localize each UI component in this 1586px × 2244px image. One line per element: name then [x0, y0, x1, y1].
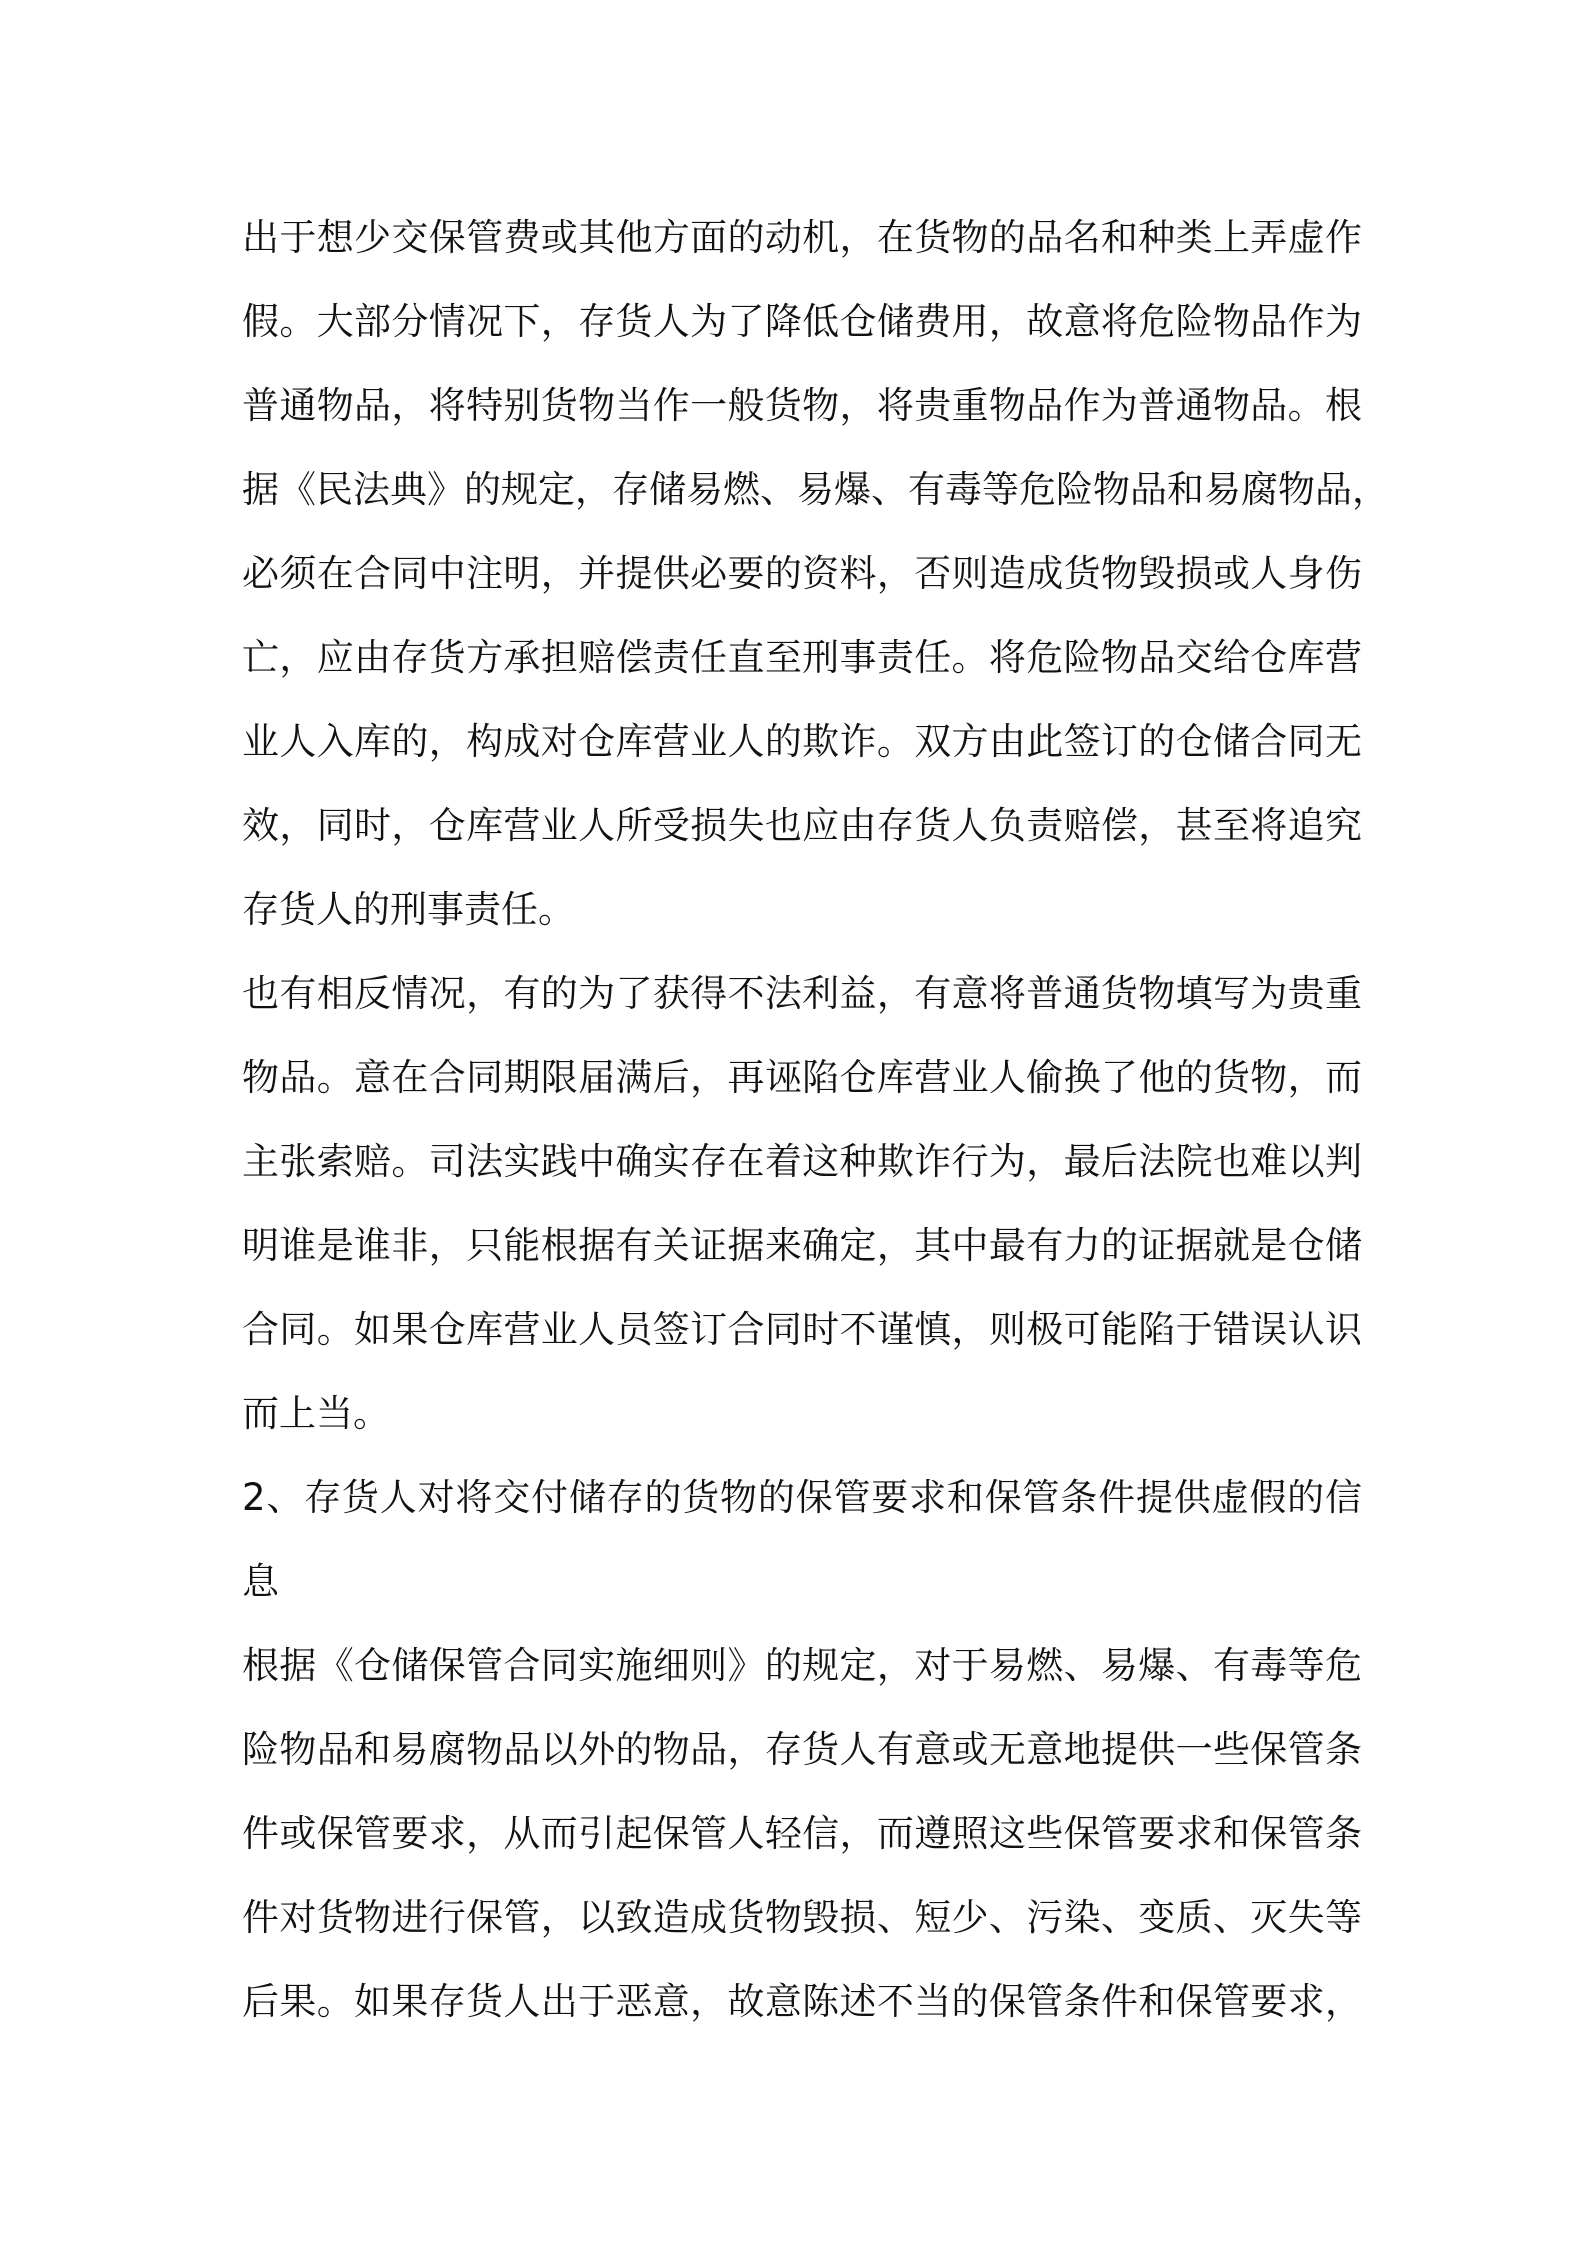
text-line: 据《民法典》的规定，存储易燃、易爆、有毒等危险物品和易腐物品， — [242, 468, 1389, 511]
text-line: 件对货物进行保管，以致造成货物毁损、短少、污染、变质、灭失等 — [242, 1896, 1362, 1939]
text-line: 普通物品，将特别货物当作一般货物，将贵重物品作为普通物品。根 — [242, 384, 1362, 427]
text-line: 明谁是谁非，只能根据有关证据来确定，其中最有力的证据就是仓储 — [242, 1224, 1362, 1267]
text-line: 险物品和易腐物品以外的物品，存货人有意或无意地提供一些保管条 — [242, 1728, 1362, 1771]
text-line: 件或保管要求，从而引起保管人轻信，而遵照这些保管要求和保管条 — [242, 1812, 1362, 1855]
text-line: 主张索赔。司法实践中确实存在着这种欺诈行为，最后法院也难以判 — [242, 1140, 1362, 1183]
text-line: 根据《仓储保管合同实施细则》的规定，对于易燃、易爆、有毒等危 — [242, 1644, 1362, 1687]
body-text — [242, 196, 1389, 2044]
text-line: 而上当。 — [242, 1392, 390, 1435]
text-line: 出于想少交保管费或其他方面的动机，在货物的品名和种类上弄虚作 — [242, 216, 1362, 259]
section-heading-line: 2、存货人对将交付储存的货物的保管要求和保管条件提供虚假的信 — [242, 1476, 1362, 1519]
text-line: 必须在合同中注明，并提供必要的资料，否则造成货物毁损或人身伤 — [242, 552, 1362, 595]
text-line: 物品。意在合同期限届满后，再诬陷仓库营业人偷换了他的货物，而 — [242, 1056, 1362, 1099]
text-line: 合同。如果仓库营业人员签订合同时不谨慎，则极可能陷于错误认识 — [242, 1308, 1362, 1351]
text-line: 也有相反情况，有的为了获得不法利益，有意将普通货物填写为贵重 — [242, 972, 1362, 1015]
text-line: 效，同时，仓库营业人所受损失也应由存货人负责赔偿，甚至将追究 — [242, 804, 1362, 847]
text-line: 假。大部分情况下，存货人为了降低仓储费用，故意将危险物品作为 — [242, 300, 1362, 343]
section-heading-line: 息 — [242, 1560, 279, 1603]
text-line: 业人入库的，构成对仓库营业人的欺诈。双方由此签订的仓储合同无 — [242, 720, 1362, 763]
text-line: 存货人的刑事责任。 — [242, 888, 575, 931]
text-line: 亡，应由存货方承担赔偿责任直至刑事责任。将危险物品交给仓库营 — [242, 636, 1362, 679]
text-line: 后果。如果存货人出于恶意，故意陈述不当的保管条件和保管要求， — [242, 1980, 1362, 2023]
